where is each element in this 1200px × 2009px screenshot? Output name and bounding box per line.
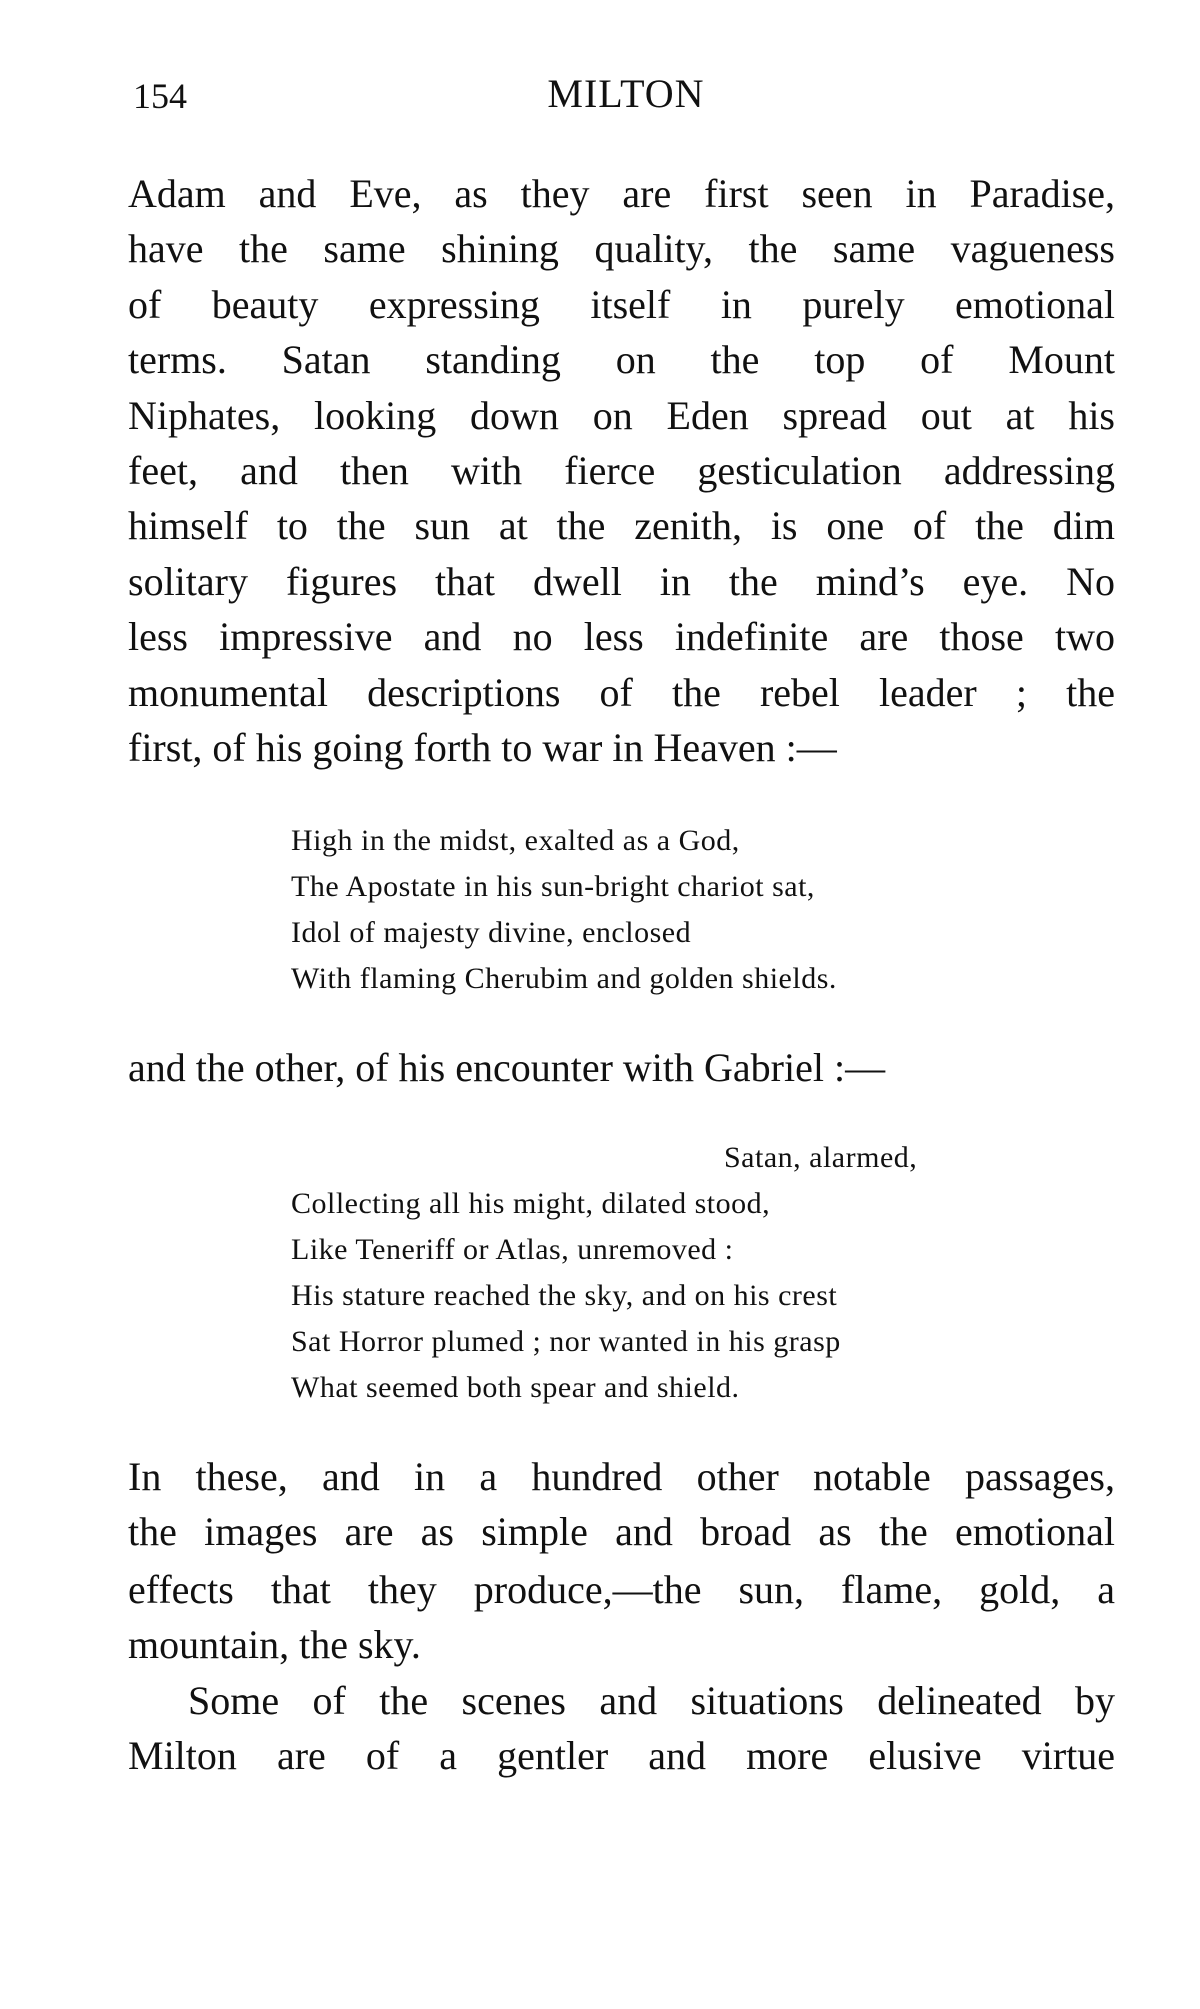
text-line: Some of the scenes and situations delineated by — [188, 1678, 1115, 1723]
paragraph-2: and the other, of his encounter with Gabriel :— — [128, 1045, 886, 1090]
verse-line: The Apostate in his sun-bright chariot sat, — [291, 870, 815, 903]
text-line: feet, and then with fierce gesticulation addressing — [128, 448, 1115, 493]
text-line: the images are as simple and broad as the emotional — [128, 1509, 1115, 1554]
verse-line: With flaming Cherubim and golden shields. — [291, 962, 837, 995]
text-line: himself to the sun at the zenith, is one of the dim — [128, 503, 1115, 549]
text-line: In these, and in a hundred other notable passages, — [128, 1454, 1115, 1499]
text-line: Niphates, looking down on Eden spread out at his — [128, 392, 1115, 438]
verse-line: Idol of majesty divine, enclosed — [291, 916, 692, 949]
verse-line: High in the midst, exalted as a God, — [291, 824, 740, 857]
text-line: Adam and Eve, as they are first seen in Paradise, — [128, 171, 1115, 216]
text-line: less impressive and no less indefinite are those two — [128, 614, 1115, 660]
text-line: of beauty expressing itself in purely emotional — [128, 281, 1115, 327]
text-line: terms. Satan standing on the top of Mount — [128, 337, 1115, 383]
verse-line: Sat Horror plumed ; nor wanted in his grasp — [291, 1325, 841, 1358]
verse-line: Like Teneriff or Atlas, unremoved : — [291, 1233, 734, 1266]
text-line: mountain, the sky. — [128, 1622, 421, 1667]
text-line: Milton are of a gentler and more elusive virtue — [128, 1733, 1115, 1778]
verse-line: Collecting all his might, dilated stood, — [291, 1187, 771, 1220]
text-line: have the same shining quality, the same vagueness — [128, 226, 1115, 272]
page-number: 154 — [133, 76, 187, 116]
running-title: MILTON — [547, 71, 705, 116]
verse-line: Satan, alarmed, — [724, 1141, 918, 1174]
text-line: first, of his going forth to war in Heaven :— — [128, 725, 837, 770]
text-line: monumental descriptions of the rebel leader ; the — [128, 669, 1115, 715]
text-line: solitary figures that dwell in the mind’s eye. No — [128, 558, 1115, 604]
text-line: effects that they produce,—the sun, flame, gold, a — [128, 1567, 1115, 1612]
verse-line: What seemed both spear and shield. — [291, 1371, 740, 1404]
verse-line: His stature reached the sky, and on his crest — [291, 1279, 838, 1312]
